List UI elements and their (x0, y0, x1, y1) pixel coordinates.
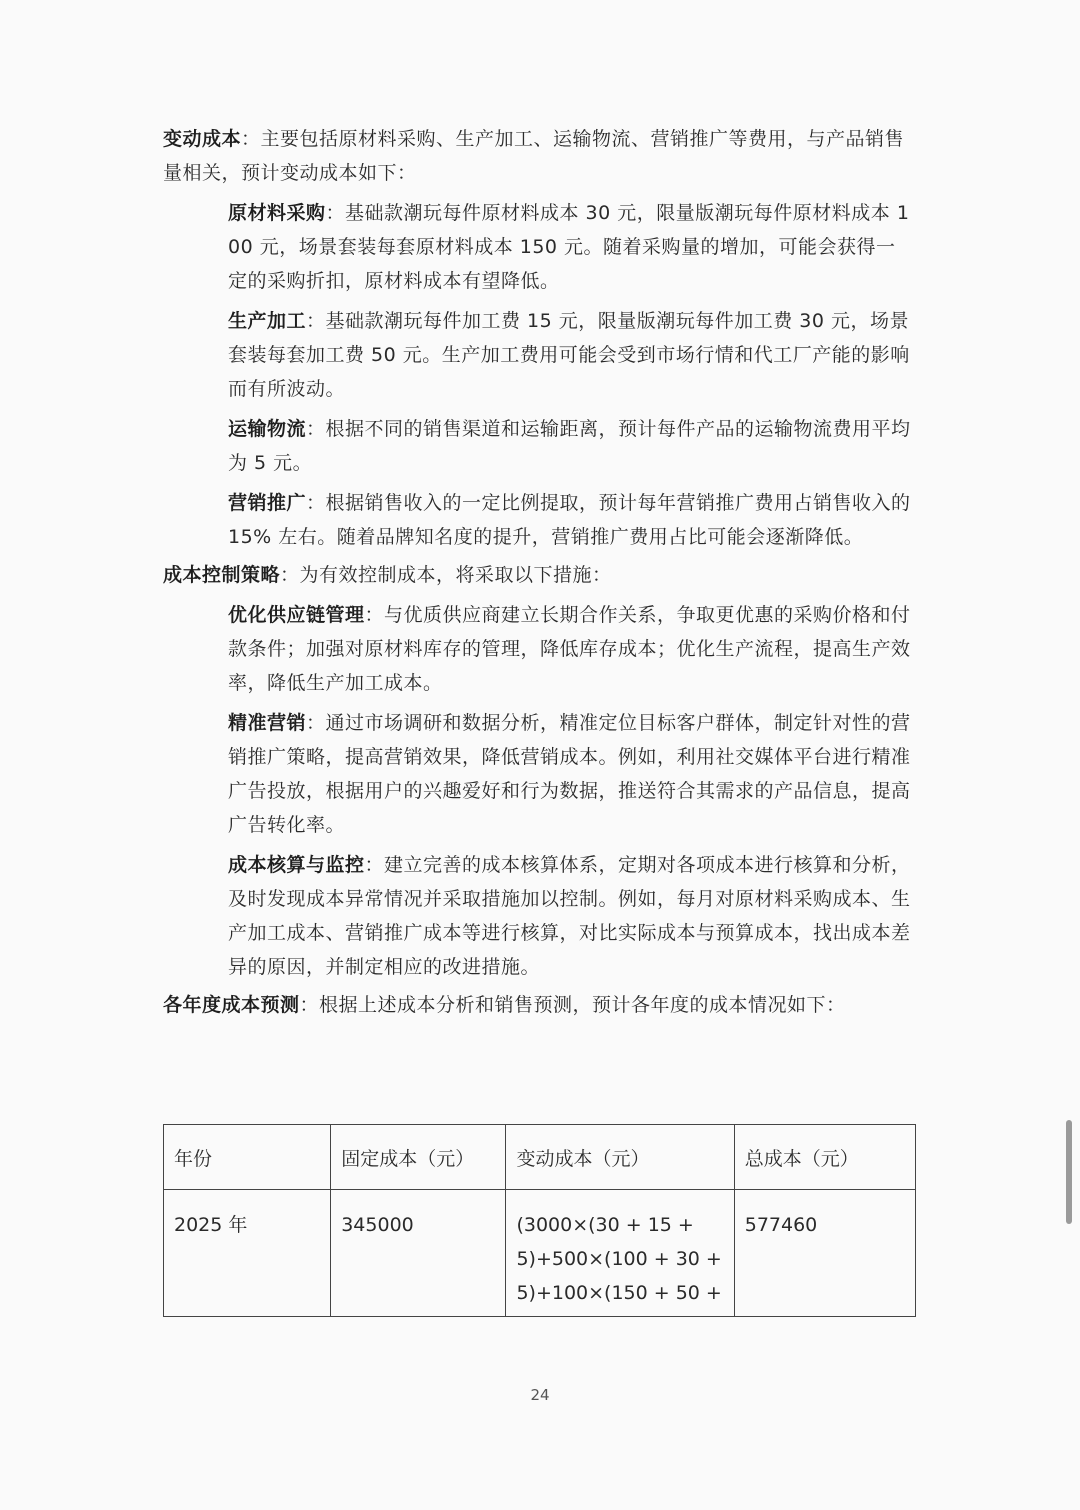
paragraph-marketing (228, 486, 913, 554)
paragraph-text: ：根据销售收入的一定比例提取，预计每年营销推广费用占销售收入的 15% 左右。随着品牌知名度的提升，营销推广费用占比可能会逐渐降低。 (228, 492, 911, 548)
term-heading: 营销推广 (228, 492, 307, 514)
header-year: 年份 (164, 1125, 331, 1190)
paragraph-precision-marketing (228, 706, 913, 842)
paragraph-text: ：通过市场调研和数据分析，精准定位目标客户群体，制定针对性的营销推广策略，提高营销效果，降低营销成本。例如，利用社交媒体平台进行精准广告投放，根据用户的兴趣爱好和行为数据，推送符合其需求的产品信息，提高广告转化率。 (228, 712, 911, 836)
term-heading: 精准营销 (228, 712, 307, 734)
paragraph-processing (228, 304, 913, 406)
paragraph-forecast (163, 988, 923, 1022)
paragraph-text: ：根据不同的销售渠道和运输距离，预计每件产品的运输物流费用平均为 5 元。 (228, 418, 911, 474)
paragraph-text: ：建立完善的成本核算体系，定期对各项成本进行核算和分析，及时发现成本异常情况并采取措施加以控制。例如，每月对原材料采购成本、生产加工成本、营销推广成本等进行核算，对比实际成本与预算成本，找出成本差异的原因，并制定相应的改进措施。 (228, 854, 911, 978)
cell-variable-cost (506, 1190, 734, 1317)
page-number: 24 (530, 1386, 550, 1404)
cell-year: 2025 年 (164, 1190, 331, 1317)
cell-line: 5)+500×(100 + 30 + (516, 1248, 722, 1270)
header-variable-cost: 变动成本（元） (506, 1125, 734, 1190)
cell-fixed-cost: 345000 (331, 1190, 506, 1317)
cell-line: (3000×(30 + 15 + (516, 1214, 694, 1236)
header-fixed-cost: 固定成本（元） (331, 1125, 506, 1190)
paragraph-accounting (228, 848, 913, 984)
paragraph-cost-control (163, 558, 923, 592)
paragraph-raw-materials (228, 196, 913, 298)
paragraph-text: ：根据上述成本分析和销售预测，预计各年度的成本情况如下： (299, 994, 846, 1016)
paragraph-text: ：基础款潮玩每件原材料成本 30 元，限量版潮玩每件原材料成本 100 元，场景套装每套原材料成本 150 元。随着采购量的增加，可能会获得一定的采购折扣，原材料成本有望降低。 (228, 202, 910, 292)
scrollbar-thumb[interactable] (1066, 1120, 1072, 1224)
term-heading: 生产加工 (228, 310, 307, 332)
term-heading: 原材料采购 (228, 202, 326, 224)
paragraph-text: ：与优质供应商建立长期合作关系，争取更优惠的采购价格和付款条件；加强对原材料库存的管理，降低库存成本；优化生产流程，提高生产效率，降低生产加工成本。 (228, 604, 911, 694)
term-heading: 成本控制策略 (163, 564, 281, 586)
cell-total-cost: 577460 (734, 1190, 915, 1317)
paragraph-supply-chain (228, 598, 913, 700)
term-heading: 成本核算与监控 (228, 854, 365, 876)
paragraph-text: ：主要包括原材料采购、生产加工、运输物流、营销推广等费用，与产品销售量相关，预计变动成本如下： (163, 128, 905, 184)
paragraph-text: ：基础款潮玩每件加工费 15 元，限量版潮玩每件加工费 30 元，场景套装每套加工费 50 元。生产加工费用可能会受到市场行情和代工厂产能的影响而有所波动。 (228, 310, 910, 400)
paragraph-text: ：为有效控制成本，将采取以下措施： (280, 564, 612, 586)
cell-line: 5)+100×(150 + 50 + (516, 1282, 722, 1304)
cost-forecast-table (163, 1124, 916, 1317)
term-heading: 运输物流 (228, 418, 307, 440)
paragraph-logistics (228, 412, 913, 480)
term-heading: 优化供应链管理 (228, 604, 365, 626)
document-body (163, 122, 923, 1026)
term-heading: 变动成本 (163, 128, 242, 150)
paragraph-variable-cost (163, 122, 923, 190)
table-row (164, 1190, 916, 1317)
term-heading: 各年度成本预测 (163, 994, 300, 1016)
table-header-row (164, 1125, 916, 1190)
header-total-cost: 总成本（元） (734, 1125, 915, 1190)
